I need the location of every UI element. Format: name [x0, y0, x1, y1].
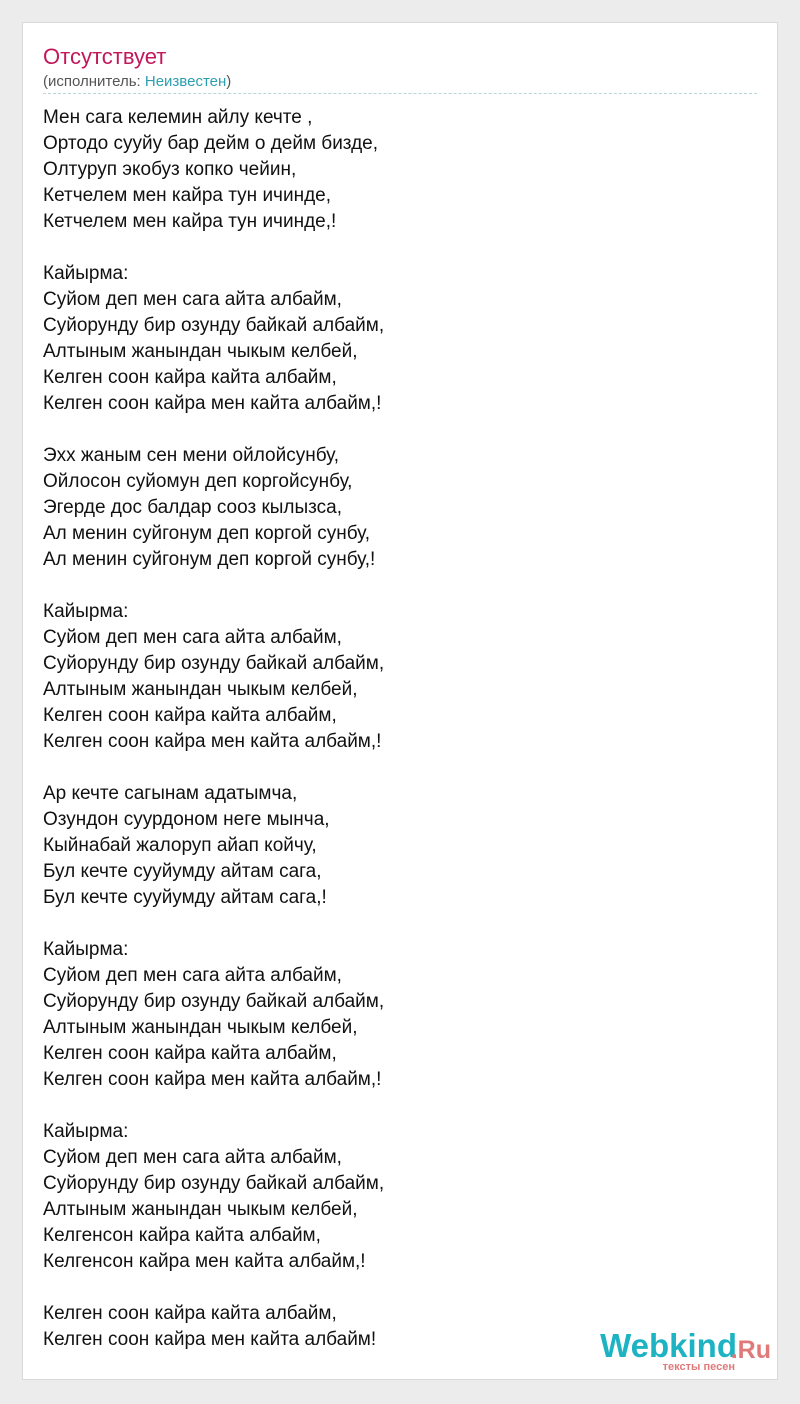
lyrics-card: [22, 22, 778, 1380]
lyric-line: Келген соон кайра кайта албайм,: [43, 367, 337, 388]
title-divider: [43, 93, 757, 94]
lyric-line: Озундон суурдоном неге мынча,: [43, 809, 330, 830]
song-title: Отсутствует: [43, 44, 167, 69]
site-logo[interactable]: [581, 1327, 771, 1375]
lyric-line: Кетчелем мен кайра тун ичинде,!: [43, 211, 337, 232]
lyric-line: Ар кечте сагынам адатымча,: [43, 783, 298, 804]
lyric-line: Келген соон кайра кайта албайм,: [43, 1303, 337, 1324]
logo-tagline: тексты песен: [662, 1361, 735, 1373]
lyric-line: Келген соон кайра мен кайта албайм,!: [43, 731, 382, 752]
lyric-line: Алтыным жанындан чыкым келбей,: [43, 1199, 358, 1220]
lyric-line: Келгенсон кайра мен кайта албайм,!: [43, 1251, 366, 1272]
lyrics-text: [43, 105, 384, 1353]
lyric-line: Алтыным жанындан чыкым келбей,: [43, 1017, 358, 1038]
lyric-line: Келген соон кайра мен кайта албайм!: [43, 1329, 377, 1350]
lyric-line: Келген соон кайра мен кайта албайм,!: [43, 393, 382, 414]
lyric-line: Суйом деп мен сага айта албайм,: [43, 289, 342, 310]
lyric-line: Суйорунду бир озунду байкай албайм,: [43, 1173, 385, 1194]
artist-prefix: (исполнитель:: [43, 73, 145, 90]
stanza: [43, 443, 384, 573]
artist-line: [43, 73, 231, 91]
lyric-line: Суйом деп мен сага айта албайм,: [43, 1147, 342, 1168]
lyric-line: Кайырма:: [43, 601, 129, 622]
lyric-line: Кетчелем мен кайра тун ичинде,: [43, 185, 331, 206]
lyric-line: Эгерде дос балдар сооз кылызса,: [43, 497, 343, 518]
lyric-line: Суйорунду бир озунду байкай албайм,: [43, 315, 385, 336]
lyric-line: Келген соон кайра кайта албайм,: [43, 705, 337, 726]
artist-suffix: ): [226, 73, 232, 90]
lyric-line: Бул кечте сууйумду айтам сага,: [43, 861, 322, 882]
lyric-line: Суйорунду бир озунду байкай албайм,: [43, 991, 385, 1012]
lyric-line: Мен сага келемин айлу кечте ,: [43, 107, 313, 128]
lyric-line: Кыйнабай жалоруп айап койчу,: [43, 835, 317, 856]
lyric-line: Келген соон кайра кайта албайм,: [43, 1043, 337, 1064]
lyric-line: Ал менин суйгонум деп коргой сунбу,!: [43, 549, 376, 570]
stanza: [43, 937, 384, 1093]
lyric-line: Алтыным жанындан чыкым келбей,: [43, 679, 358, 700]
stanza: [43, 261, 384, 417]
stanza: [43, 781, 384, 911]
lyric-line: Алтыным жанындан чыкым келбей,: [43, 341, 358, 362]
lyric-line: Кайырма:: [43, 263, 129, 284]
stanza: [43, 599, 384, 755]
logo-domain: .Ru: [730, 1336, 771, 1364]
lyric-line: Ойлосон суйомун деп коргойсунбу,: [43, 471, 353, 492]
stanza: [43, 1301, 384, 1353]
lyric-line: Ал менин суйгонум деп коргой сунбу,: [43, 523, 371, 544]
lyric-line: Эхх жаным сен мени ойлойсунбу,: [43, 445, 340, 466]
lyric-line: Бул кечте сууйумду айтам сага,!: [43, 887, 327, 908]
lyric-line: Суйом деп мен сага айта албайм,: [43, 627, 342, 648]
lyric-line: Суйорунду бир озунду байкай албайм,: [43, 653, 385, 674]
lyric-line: Келгенсон кайра кайта албайм,: [43, 1225, 321, 1246]
artist-link[interactable]: Неизвестен: [144, 73, 227, 90]
logo-wordmark: Webkind: [600, 1327, 737, 1364]
stanza: [43, 105, 384, 235]
lyric-line: Келген соон кайра мен кайта албайм,!: [43, 1069, 382, 1090]
lyric-line: Суйом деп мен сага айта албайм,: [43, 965, 342, 986]
lyric-line: Ортодо сууйу бар дейм о дейм бизде,: [43, 133, 379, 154]
lyric-line: Олтуруп экобуз копко чейин,: [43, 159, 297, 180]
stanza: [43, 1119, 384, 1275]
lyric-line: Кайырма:: [43, 1121, 129, 1142]
lyric-line: Кайырма:: [43, 939, 129, 960]
